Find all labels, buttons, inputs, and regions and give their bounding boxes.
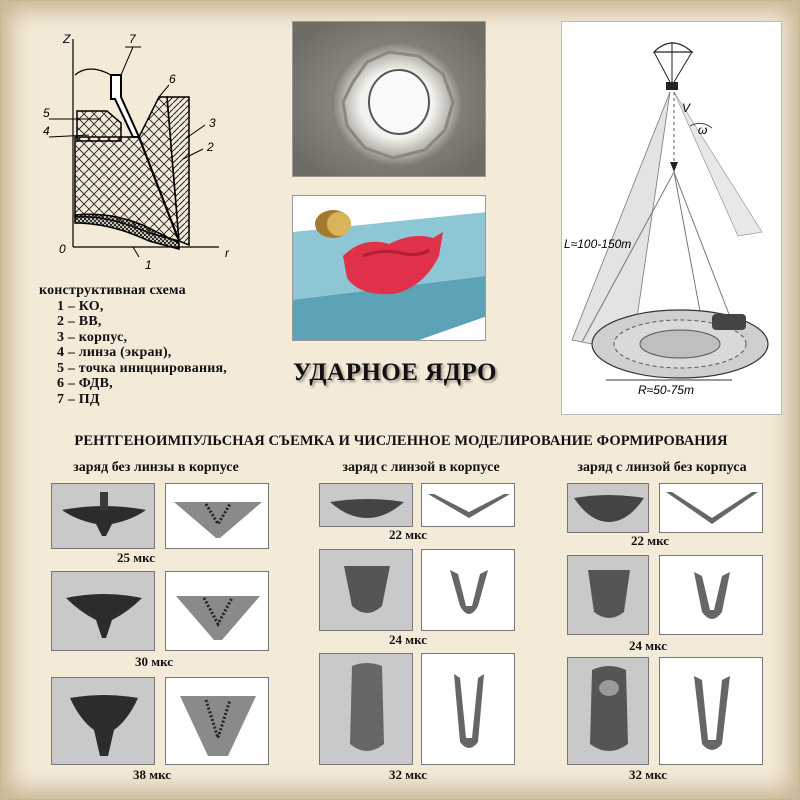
simulation-frame	[421, 483, 515, 527]
simulation-frame	[421, 549, 515, 631]
legend-item: 2 – ВВ,	[57, 314, 102, 329]
callout-7: 7	[129, 32, 136, 46]
callout-2: 2	[207, 140, 214, 154]
simulation-frame	[659, 483, 763, 533]
time-label: 30 мкс	[135, 654, 174, 669]
xray-frame	[51, 677, 155, 765]
xray-frame	[567, 555, 649, 635]
xray-frame	[319, 483, 413, 527]
xray-frame	[319, 549, 413, 631]
callout-4: 4	[43, 124, 50, 138]
rotation-label: ω	[698, 123, 708, 137]
xray-frame	[567, 483, 649, 533]
axis-z-label: Z	[63, 32, 71, 46]
callout-1: 1	[145, 258, 152, 272]
simulation-frame	[421, 653, 515, 765]
column-title-lens-case: заряд с линзой в корпусе	[342, 460, 500, 475]
construction-scheme-diagram	[29, 19, 251, 277]
legend-item: 3 – корпус,	[57, 329, 128, 345]
axis-r-label: r	[225, 246, 229, 260]
pierced-plate-photo	[292, 21, 486, 177]
legend-item: 4 – линза (экран),	[57, 345, 172, 360]
time-label: 32 мкс	[389, 767, 428, 782]
column-title-lens-no-case: заряд с линзой без корпуса	[577, 460, 747, 475]
origin-label: 0	[59, 242, 66, 256]
column-title-no-lens-case: заряд без линзы в корпусе	[73, 460, 239, 475]
time-label: 25 мкс	[117, 550, 156, 565]
simulation-frame	[659, 657, 763, 765]
xray-frame	[567, 657, 649, 765]
simulation-frame	[165, 677, 269, 765]
explosively-formed-slug-photo	[292, 195, 486, 341]
legend-item: 5 – точка инициирования,	[57, 360, 227, 376]
legend-title: конструктивная схема	[39, 283, 186, 298]
legend-item: 7 – ПД	[57, 391, 100, 407]
time-label: 32 мкс	[629, 767, 668, 782]
time-label: 24 мкс	[629, 638, 668, 653]
xray-frame	[51, 483, 155, 549]
simulation-frame	[165, 483, 269, 549]
deployment-scheme	[561, 21, 782, 415]
velocity-label: V	[682, 101, 691, 115]
time-label: 22 мкс	[389, 527, 428, 542]
simulation-frame	[165, 571, 269, 651]
radius-label: R≈50-75m	[638, 383, 694, 397]
callout-5: 5	[43, 106, 50, 120]
xray-frame	[319, 653, 413, 765]
section-subtitle: РЕНТГЕНОИМПУЛЬСНАЯ СЪЕМКА И ЧИСЛЕННОЕ МОДЕЛИРОВАНИЕ ФОРМИРОВАНИЯ	[74, 433, 728, 449]
legend-item: 6 – ФДВ,	[57, 376, 113, 391]
time-label: 38 мкс	[133, 767, 172, 782]
callout-3: 3	[209, 116, 216, 130]
scheme-legend	[39, 283, 227, 407]
distance-label: L≈100-150m	[564, 237, 632, 251]
time-label: 22 мкс	[631, 533, 670, 548]
main-title: УДАРНОЕ ЯДРО	[293, 359, 497, 386]
callout-6: 6	[169, 72, 176, 86]
simulation-frame	[659, 555, 763, 635]
legend-item: 1 – КО,	[57, 298, 104, 314]
xray-frame	[51, 571, 155, 651]
time-label: 24 мкс	[389, 632, 428, 647]
